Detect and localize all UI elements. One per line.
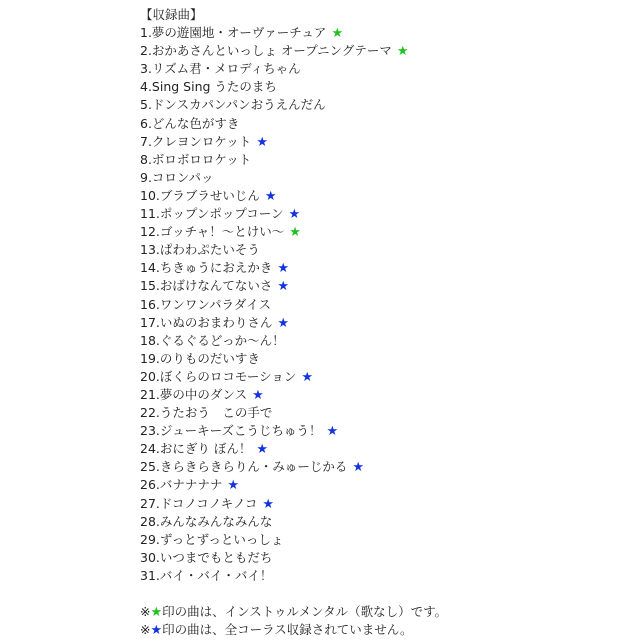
- track-item: [140, 241, 630, 259]
- track-title: 13.ぱわわぷたいそう: [140, 242, 260, 258]
- track-title: 20.ぼくらのロコモーション: [140, 368, 297, 384]
- blue-star-icon: ★: [277, 279, 290, 295]
- blue-star-icon: ★: [326, 424, 339, 440]
- track-title: 25.きらきらきらりん・みゅーじかる: [140, 459, 348, 475]
- track-item: [140, 332, 630, 350]
- track-title: 6.どんな色がすき: [140, 115, 240, 131]
- blue-star-icon: ★: [277, 261, 290, 277]
- track-title: 2.おかあさんといっしょ オープニングテーマ: [140, 43, 392, 59]
- blue-star-icon: ★: [256, 442, 269, 458]
- track-title: 26.バナナナナ: [140, 477, 223, 493]
- track-item: [140, 187, 630, 205]
- track-item: [140, 24, 630, 42]
- track-item: [140, 404, 630, 422]
- track-list: [140, 24, 630, 585]
- spacer: [140, 585, 630, 603]
- legend-notes: [140, 603, 630, 639]
- track-item: [140, 205, 630, 223]
- track-title: 18.ぐるぐるどっか～ん！: [140, 332, 285, 348]
- track-title: 5.ドンスカパンパンおうえんだん: [140, 97, 326, 113]
- track-item: [140, 567, 630, 585]
- track-item: [140, 151, 630, 169]
- track-title: 9.コロンパッ: [140, 169, 214, 185]
- green-star-icon: ★: [289, 225, 301, 241]
- blue-star-icon: ★: [301, 369, 314, 385]
- track-item: [140, 42, 630, 60]
- legend-note: [140, 621, 630, 639]
- track-item: [140, 115, 630, 133]
- track-item: [140, 350, 630, 368]
- track-item: [140, 422, 630, 440]
- track-title: 21.夢の中のダンス: [140, 386, 248, 402]
- blue-star-icon: ★: [277, 315, 290, 331]
- track-title: 28.みんなみんなみんな: [140, 513, 273, 529]
- track-item: [140, 458, 630, 476]
- track-item: [140, 169, 630, 187]
- track-item: [140, 549, 630, 567]
- track-title: 11.ポップンポップコーン: [140, 206, 284, 222]
- track-item: [140, 386, 630, 404]
- track-title: 3.リズム君・メロディちゃん: [140, 61, 301, 77]
- blue-star-icon: ★: [352, 460, 365, 476]
- track-title: 16.ワンワンパラダイス: [140, 296, 272, 312]
- track-title: 15.おばけなんてないさ: [140, 278, 273, 294]
- green-star-icon: ★: [331, 26, 344, 42]
- track-item: [140, 476, 630, 494]
- track-title: 31.バイ・バイ・バイ！: [140, 567, 273, 583]
- track-item: [140, 513, 630, 531]
- track-title: 29.ずっとずっといっしょ: [140, 531, 284, 547]
- track-title: 24.おにぎり ぼん！: [140, 441, 252, 457]
- green-star-icon: ★: [396, 44, 409, 60]
- track-item: [140, 314, 630, 332]
- track-item: [140, 259, 630, 277]
- track-title: 10.ブラブラせいじん: [140, 187, 260, 203]
- note-prefix: ※: [140, 604, 151, 619]
- track-item: [140, 60, 630, 78]
- track-title: 4.Sing Sing うたのまち: [140, 79, 277, 95]
- track-title: 22.うたおう この手で: [140, 405, 273, 421]
- blue-star-icon: ★: [288, 207, 301, 223]
- track-title: 1.夢の遊園地・オーヴァーチュア: [140, 25, 327, 41]
- track-item: [140, 223, 630, 241]
- track-item: [140, 277, 630, 295]
- track-title: 12.ゴッチャ！～とけい～: [140, 224, 285, 240]
- track-item: [140, 368, 630, 386]
- blue-star-icon: ★: [264, 188, 277, 204]
- track-item: [140, 495, 630, 513]
- note-text: 印の曲は、全コーラス収録されていません。: [162, 622, 413, 638]
- blue-star-icon: ★: [262, 496, 275, 512]
- track-title: 17.いぬのおまわりさん: [140, 314, 273, 330]
- track-title: 27.ドコノコノキノコ: [140, 495, 258, 511]
- track-title: 23.ジューキーズこうじちゅう！: [140, 423, 322, 439]
- track-title: 30.いつまでもともだち: [140, 549, 273, 565]
- blue-star-icon: ★: [227, 478, 240, 494]
- track-title: 19.のりものだいすき: [140, 350, 260, 366]
- track-item: [140, 440, 630, 458]
- note-text: 印の曲は、インストゥルメンタル（歌なし）です。: [162, 604, 448, 619]
- note-prefix: ※: [140, 622, 151, 638]
- track-item: [140, 531, 630, 549]
- green-star-icon: ★: [150, 605, 163, 620]
- track-list-document: [140, 6, 630, 639]
- legend-note: [140, 603, 630, 621]
- track-item: [140, 96, 630, 114]
- blue-star-icon: ★: [256, 134, 268, 150]
- track-title: 7.クレヨンロケット: [140, 133, 252, 149]
- track-item: [140, 78, 630, 96]
- track-item: [140, 296, 630, 314]
- track-list-header: 【収録曲】: [140, 7, 203, 22]
- track-item: [140, 133, 630, 151]
- blue-star-icon: ★: [252, 387, 264, 403]
- track-title: 8.ボロボロロケット: [140, 151, 252, 167]
- blue-star-icon: ★: [150, 623, 163, 639]
- track-title: 14.ちきゅうにおえかき: [140, 260, 273, 276]
